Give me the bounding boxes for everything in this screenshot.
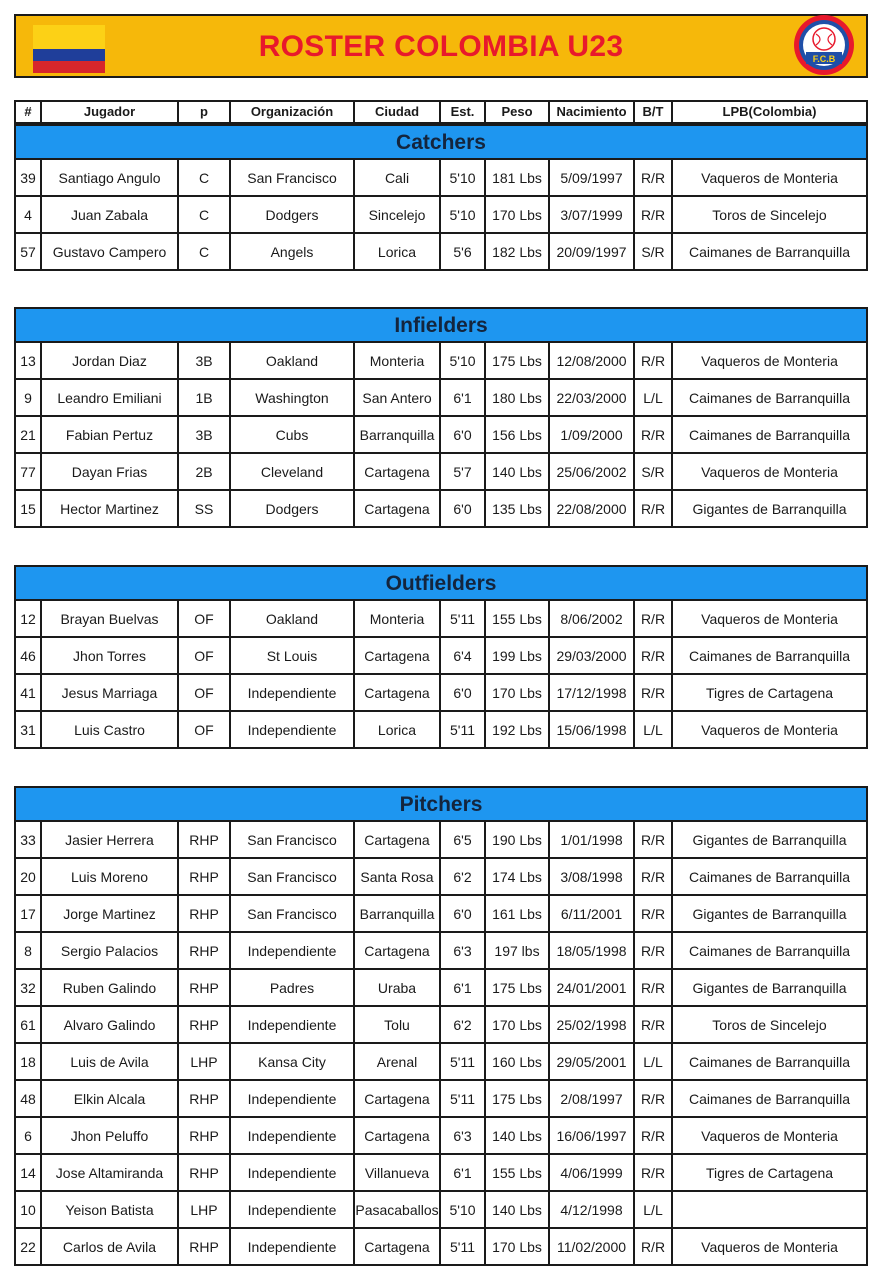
cell-weight: 175 Lbs xyxy=(486,343,550,378)
cell-position: C xyxy=(179,160,231,195)
cell-birthdate: 25/02/1998 xyxy=(550,1007,635,1042)
cell-organization: Angels xyxy=(231,234,355,269)
cell-birthdate: 29/03/2000 xyxy=(550,638,635,673)
cell-number: 10 xyxy=(16,1192,42,1227)
cell-city: Pasacaballos xyxy=(355,1192,441,1227)
cell-number: 6 xyxy=(16,1118,42,1153)
cell-birthdate: 22/03/2000 xyxy=(550,380,635,415)
cell-position: OF xyxy=(179,675,231,710)
federation-logo-icon xyxy=(792,12,856,78)
cell-weight: 170 Lbs xyxy=(486,675,550,710)
cell-organization: Independiente xyxy=(231,1007,355,1042)
cell-position: RHP xyxy=(179,896,231,931)
cell-bats-throws: R/R xyxy=(635,822,673,857)
column-header-lpb-team: LPB(Colombia) xyxy=(722,104,817,119)
table-row xyxy=(16,417,866,454)
cell-organization: Independiente xyxy=(231,675,355,710)
cell-player: Fabian Pertuz xyxy=(42,417,179,452)
cell-lpb-team: Caimanes de Barranquilla xyxy=(688,1090,851,1107)
cell-city: Santa Rosa xyxy=(355,859,441,894)
cell-height: 6'1 xyxy=(441,1155,486,1190)
cell-organization: Independiente xyxy=(231,1118,355,1153)
cell-city: Barranquilla xyxy=(355,417,441,452)
table-row xyxy=(16,822,866,859)
cell-height: 5'7 xyxy=(441,454,486,489)
cell-weight: 155 Lbs xyxy=(486,601,550,636)
cell-lpb-team xyxy=(673,1192,866,1227)
cell-lpb-team: Toros de Sincelejo xyxy=(712,206,827,223)
cell-lpb-team: Gigantes de Barranquilla xyxy=(692,905,847,922)
cell-player: Gustavo Campero xyxy=(42,234,179,269)
cell-number: 9 xyxy=(16,380,42,415)
cell-height: 5'6 xyxy=(441,234,486,269)
cell-height: 6'0 xyxy=(441,491,486,526)
cell-organization: San Francisco xyxy=(231,896,355,931)
column-header-organization: Organización xyxy=(231,102,355,122)
cell-lpb-team: Caimanes de Barranquilla xyxy=(688,389,851,406)
cell-organization: San Francisco xyxy=(231,859,355,894)
cell-lpb-team: Gigantes de Barranquilla xyxy=(692,831,847,848)
cell-city: Cartagena xyxy=(355,491,441,526)
table-row xyxy=(16,1007,866,1044)
table-row xyxy=(16,1229,866,1264)
cell-lpb-team: Gigantes de Barranquilla xyxy=(692,979,847,996)
cell-number: 15 xyxy=(16,491,42,526)
cell-lpb-team: Vaqueros de Monteria xyxy=(701,1127,838,1144)
table-row xyxy=(16,859,866,896)
cell-number: 8 xyxy=(16,933,42,968)
column-header-row xyxy=(14,100,868,124)
cell-height: 5'11 xyxy=(441,1081,486,1116)
cell-city: Cartagena xyxy=(355,1081,441,1116)
cell-birthdate: 11/02/2000 xyxy=(550,1229,635,1264)
cell-player: Jesus Marriaga xyxy=(42,675,179,710)
cell-city: Monteria xyxy=(355,601,441,636)
cell-birthdate: 6/11/2001 xyxy=(550,896,635,931)
cell-weight: 182 Lbs xyxy=(486,234,550,269)
cell-position: RHP xyxy=(179,1007,231,1042)
cell-position: RHP xyxy=(179,859,231,894)
cell-birthdate: 1/01/1998 xyxy=(550,822,635,857)
table-row xyxy=(16,343,866,380)
cell-number: 18 xyxy=(16,1044,42,1079)
cell-birthdate: 25/06/2002 xyxy=(550,454,635,489)
cell-organization: Padres xyxy=(231,970,355,1005)
cell-lpb-team: Caimanes de Barranquilla xyxy=(688,868,851,885)
cell-player: Alvaro Galindo xyxy=(42,1007,179,1042)
cell-height: 6'0 xyxy=(441,896,486,931)
cell-organization: St Louis xyxy=(231,638,355,673)
cell-height: 6'2 xyxy=(441,859,486,894)
cell-weight: 140 Lbs xyxy=(486,1118,550,1153)
cell-city: Villanueva xyxy=(355,1155,441,1190)
cell-bats-throws: R/R xyxy=(635,675,673,710)
cell-height: 6'3 xyxy=(441,933,486,968)
cell-organization: Independiente xyxy=(231,1192,355,1227)
cell-weight: 192 Lbs xyxy=(486,712,550,747)
cell-organization: Independiente xyxy=(231,712,355,747)
cell-city: San Antero xyxy=(355,380,441,415)
cell-city: Sincelejo xyxy=(355,197,441,232)
cell-city: Cartagena xyxy=(355,1229,441,1264)
cell-birthdate: 29/05/2001 xyxy=(550,1044,635,1079)
cell-organization: Cleveland xyxy=(231,454,355,489)
cell-birthdate: 3/07/1999 xyxy=(550,197,635,232)
cell-bats-throws: R/R xyxy=(635,638,673,673)
cell-bats-throws: L/L xyxy=(635,1192,673,1227)
cell-weight: 175 Lbs xyxy=(486,970,550,1005)
cell-number: 32 xyxy=(16,970,42,1005)
cell-height: 5'10 xyxy=(441,160,486,195)
cell-number: 48 xyxy=(16,1081,42,1116)
cell-city: Cartagena xyxy=(355,933,441,968)
column-header-position: p xyxy=(179,102,231,122)
column-header-weight: Peso xyxy=(486,102,550,122)
cell-bats-throws: R/R xyxy=(635,197,673,232)
cell-position: RHP xyxy=(179,970,231,1005)
cell-number: 77 xyxy=(16,454,42,489)
cell-number: 33 xyxy=(16,822,42,857)
cell-bats-throws: R/R xyxy=(635,1118,673,1153)
cell-position: RHP xyxy=(179,822,231,857)
cell-weight: 180 Lbs xyxy=(486,380,550,415)
cell-lpb-team: Caimanes de Barranquilla xyxy=(688,647,851,664)
cell-number: 31 xyxy=(16,712,42,747)
cell-lpb-team: Gigantes de Barranquilla xyxy=(692,500,847,517)
cell-number: 22 xyxy=(16,1229,42,1264)
cell-weight: 140 Lbs xyxy=(486,454,550,489)
cell-lpb-team: Caimanes de Barranquilla xyxy=(688,426,851,443)
cell-weight: 170 Lbs xyxy=(486,1229,550,1264)
cell-player: Jasier Herrera xyxy=(42,822,179,857)
cell-bats-throws: R/R xyxy=(635,343,673,378)
cell-player: Luis de Avila xyxy=(42,1044,179,1079)
cell-height: 6'5 xyxy=(441,822,486,857)
cell-player: Sergio Palacios xyxy=(42,933,179,968)
cell-position: RHP xyxy=(179,933,231,968)
table-row xyxy=(16,454,866,491)
cell-height: 5'10 xyxy=(441,1192,486,1227)
cell-lpb-team: Vaqueros de Monteria xyxy=(701,169,838,186)
cell-number: 46 xyxy=(16,638,42,673)
cell-organization: Dodgers xyxy=(231,197,355,232)
cell-organization: Washington xyxy=(231,380,355,415)
section-title: Outfielders xyxy=(16,567,866,601)
cell-birthdate: 22/08/2000 xyxy=(550,491,635,526)
cell-height: 6'1 xyxy=(441,970,486,1005)
cell-height: 6'2 xyxy=(441,1007,486,1042)
cell-birthdate: 20/09/1997 xyxy=(550,234,635,269)
cell-position: RHP xyxy=(179,1155,231,1190)
cell-weight: 199 Lbs xyxy=(486,638,550,673)
cell-lpb-team: Toros de Sincelejo xyxy=(712,1016,827,1033)
cell-player: Yeison Batista xyxy=(42,1192,179,1227)
column-header-player: Jugador xyxy=(42,102,179,122)
cell-birthdate: 3/08/1998 xyxy=(550,859,635,894)
cell-height: 6'4 xyxy=(441,638,486,673)
cell-organization: Independiente xyxy=(231,1081,355,1116)
cell-weight: 170 Lbs xyxy=(486,197,550,232)
cell-player: Jorge Martinez xyxy=(42,896,179,931)
cell-height: 6'3 xyxy=(441,1118,486,1153)
cell-bats-throws: R/R xyxy=(635,160,673,195)
cell-bats-throws: R/R xyxy=(635,1007,673,1042)
cell-organization: Kansa City xyxy=(231,1044,355,1079)
cell-city: Monteria xyxy=(355,343,441,378)
cell-player: Jordan Diaz xyxy=(42,343,179,378)
cell-number: 17 xyxy=(16,896,42,931)
cell-city: Cartagena xyxy=(355,638,441,673)
column-header-bats-throws: B/T xyxy=(635,102,673,122)
cell-organization: San Francisco xyxy=(231,822,355,857)
section-catchers xyxy=(14,124,868,271)
cell-bats-throws: R/R xyxy=(635,601,673,636)
cell-player: Jhon Torres xyxy=(42,638,179,673)
column-header-birthdate: Nacimiento xyxy=(550,102,635,122)
section-title: Infielders xyxy=(16,309,866,343)
cell-weight: 160 Lbs xyxy=(486,1044,550,1079)
cell-height: 5'10 xyxy=(441,343,486,378)
cell-bats-throws: R/R xyxy=(635,859,673,894)
cell-position: OF xyxy=(179,712,231,747)
cell-height: 5'11 xyxy=(441,712,486,747)
cell-city: Lorica xyxy=(355,712,441,747)
cell-bats-throws: R/R xyxy=(635,1155,673,1190)
title-banner xyxy=(14,14,868,78)
cell-number: 39 xyxy=(16,160,42,195)
cell-bats-throws: S/R xyxy=(635,454,673,489)
cell-position: OF xyxy=(179,638,231,673)
section-outfielders xyxy=(14,565,868,749)
table-row xyxy=(16,1155,866,1192)
cell-lpb-team: Vaqueros de Monteria xyxy=(701,352,838,369)
cell-city: Cartagena xyxy=(355,1118,441,1153)
cell-player: Jose Altamiranda xyxy=(42,1155,179,1190)
cell-player: Dayan Frias xyxy=(42,454,179,489)
logo-text: F.C.B xyxy=(812,54,836,64)
cell-position: 2B xyxy=(179,454,231,489)
cell-height: 6'0 xyxy=(441,675,486,710)
cell-birthdate: 24/01/2001 xyxy=(550,970,635,1005)
cell-player: Brayan Buelvas xyxy=(42,601,179,636)
cell-bats-throws: L/L xyxy=(635,1044,673,1079)
table-row xyxy=(16,712,866,747)
cell-player: Luis Moreno xyxy=(42,859,179,894)
column-header-height: Est. xyxy=(441,102,486,122)
cell-lpb-team: Tigres de Cartagena xyxy=(705,1164,834,1181)
cell-birthdate: 18/05/1998 xyxy=(550,933,635,968)
cell-height: 5'11 xyxy=(441,601,486,636)
cell-city: Cartagena xyxy=(355,454,441,489)
cell-lpb-team: Vaqueros de Monteria xyxy=(701,1238,838,1255)
cell-city: Tolu xyxy=(355,1007,441,1042)
cell-lpb-team: Caimanes de Barranquilla xyxy=(688,1053,851,1070)
table-row xyxy=(16,675,866,712)
table-row xyxy=(16,1081,866,1118)
cell-organization: Dodgers xyxy=(231,491,355,526)
cell-weight: 161 Lbs xyxy=(486,896,550,931)
cell-birthdate: 5/09/1997 xyxy=(550,160,635,195)
cell-city: Barranquilla xyxy=(355,896,441,931)
cell-bats-throws: R/R xyxy=(635,1081,673,1116)
cell-bats-throws: R/R xyxy=(635,970,673,1005)
cell-position: 1B xyxy=(179,380,231,415)
cell-player: Elkin Alcala xyxy=(42,1081,179,1116)
cell-weight: 174 Lbs xyxy=(486,859,550,894)
cell-position: RHP xyxy=(179,1118,231,1153)
table-row xyxy=(16,234,866,269)
page-title: ROSTER COLOMBIA U23 xyxy=(258,30,624,63)
cell-position: 3B xyxy=(179,343,231,378)
cell-position: RHP xyxy=(179,1081,231,1116)
cell-bats-throws: R/R xyxy=(635,896,673,931)
cell-city: Arenal xyxy=(355,1044,441,1079)
table-row xyxy=(16,1118,866,1155)
cell-weight: 135 Lbs xyxy=(486,491,550,526)
table-row xyxy=(16,197,866,234)
cell-number: 41 xyxy=(16,675,42,710)
table-row xyxy=(16,491,866,526)
cell-player: Carlos de Avila xyxy=(42,1229,179,1264)
cell-weight: 140 Lbs xyxy=(486,1192,550,1227)
cell-organization: Independiente xyxy=(231,1155,355,1190)
section-title: Pitchers xyxy=(16,788,866,822)
cell-birthdate: 4/12/1998 xyxy=(550,1192,635,1227)
cell-weight: 197 lbs xyxy=(486,933,550,968)
cell-position: RHP xyxy=(179,1229,231,1264)
cell-number: 4 xyxy=(16,197,42,232)
cell-player: Juan Zabala xyxy=(42,197,179,232)
cell-position: SS xyxy=(179,491,231,526)
table-row xyxy=(16,601,866,638)
cell-lpb-team: Vaqueros de Monteria xyxy=(701,463,838,480)
cell-city: Uraba xyxy=(355,970,441,1005)
cell-city: Cartagena xyxy=(355,822,441,857)
cell-number: 13 xyxy=(16,343,42,378)
cell-bats-throws: R/R xyxy=(635,491,673,526)
cell-player: Luis Castro xyxy=(42,712,179,747)
cell-birthdate: 16/06/1997 xyxy=(550,1118,635,1153)
cell-organization: San Francisco xyxy=(231,160,355,195)
cell-player: Ruben Galindo xyxy=(42,970,179,1005)
section-infielders xyxy=(14,307,868,528)
cell-position: OF xyxy=(179,601,231,636)
cell-weight: 190 Lbs xyxy=(486,822,550,857)
cell-lpb-team: Caimanes de Barranquilla xyxy=(688,942,851,959)
cell-number: 57 xyxy=(16,234,42,269)
cell-weight: 155 Lbs xyxy=(486,1155,550,1190)
cell-weight: 175 Lbs xyxy=(486,1081,550,1116)
cell-weight: 181 Lbs xyxy=(486,160,550,195)
cell-weight: 156 Lbs xyxy=(486,417,550,452)
table-row xyxy=(16,638,866,675)
cell-organization: Oakland xyxy=(231,343,355,378)
cell-birthdate: 2/08/1997 xyxy=(550,1081,635,1116)
cell-organization: Oakland xyxy=(231,601,355,636)
cell-organization: Cubs xyxy=(231,417,355,452)
cell-lpb-team: Tigres de Cartagena xyxy=(705,684,834,701)
cell-organization: Independiente xyxy=(231,933,355,968)
cell-city: Cartagena xyxy=(355,675,441,710)
cell-height: 5'11 xyxy=(441,1044,486,1079)
cell-player: Jhon Peluffo xyxy=(42,1118,179,1153)
cell-position: LHP xyxy=(179,1044,231,1079)
cell-position: C xyxy=(179,197,231,232)
table-row xyxy=(16,380,866,417)
cell-city: Lorica xyxy=(355,234,441,269)
section-title: Catchers xyxy=(16,126,866,160)
table-row xyxy=(16,933,866,970)
table-row xyxy=(16,896,866,933)
column-header-city: Ciudad xyxy=(355,102,441,122)
cell-lpb-team: Vaqueros de Monteria xyxy=(701,610,838,627)
cell-organization: Independiente xyxy=(231,1229,355,1264)
cell-height: 5'11 xyxy=(441,1229,486,1264)
cell-birthdate: 1/09/2000 xyxy=(550,417,635,452)
column-header-number: # xyxy=(16,102,42,122)
cell-player: Leandro Emiliani xyxy=(42,380,179,415)
table-row xyxy=(16,1044,866,1081)
cell-bats-throws: R/R xyxy=(635,933,673,968)
table-row xyxy=(16,1192,866,1229)
cell-birthdate: 12/08/2000 xyxy=(550,343,635,378)
cell-height: 6'0 xyxy=(441,417,486,452)
cell-player: Hector Martinez xyxy=(42,491,179,526)
cell-birthdate: 8/06/2002 xyxy=(550,601,635,636)
cell-birthdate: 17/12/1998 xyxy=(550,675,635,710)
cell-bats-throws: R/R xyxy=(635,417,673,452)
cell-height: 6'1 xyxy=(441,380,486,415)
cell-height: 5'10 xyxy=(441,197,486,232)
cell-player: Santiago Angulo xyxy=(42,160,179,195)
cell-bats-throws: L/L xyxy=(635,712,673,747)
cell-number: 20 xyxy=(16,859,42,894)
cell-lpb-team: Caimanes de Barranquilla xyxy=(688,243,851,260)
cell-birthdate: 15/06/1998 xyxy=(550,712,635,747)
cell-bats-throws: R/R xyxy=(635,1229,673,1264)
cell-position: 3B xyxy=(179,417,231,452)
cell-number: 21 xyxy=(16,417,42,452)
cell-bats-throws: S/R xyxy=(635,234,673,269)
table-row xyxy=(16,970,866,1007)
cell-number: 61 xyxy=(16,1007,42,1042)
cell-lpb-team: Vaqueros de Monteria xyxy=(701,721,838,738)
cell-bats-throws: L/L xyxy=(635,380,673,415)
cell-birthdate: 4/06/1999 xyxy=(550,1155,635,1190)
cell-number: 12 xyxy=(16,601,42,636)
cell-weight: 170 Lbs xyxy=(486,1007,550,1042)
cell-position: C xyxy=(179,234,231,269)
table-row xyxy=(16,160,866,197)
section-pitchers xyxy=(14,786,868,1266)
cell-city: Cali xyxy=(355,160,441,195)
cell-number: 14 xyxy=(16,1155,42,1190)
cell-position: LHP xyxy=(179,1192,231,1227)
